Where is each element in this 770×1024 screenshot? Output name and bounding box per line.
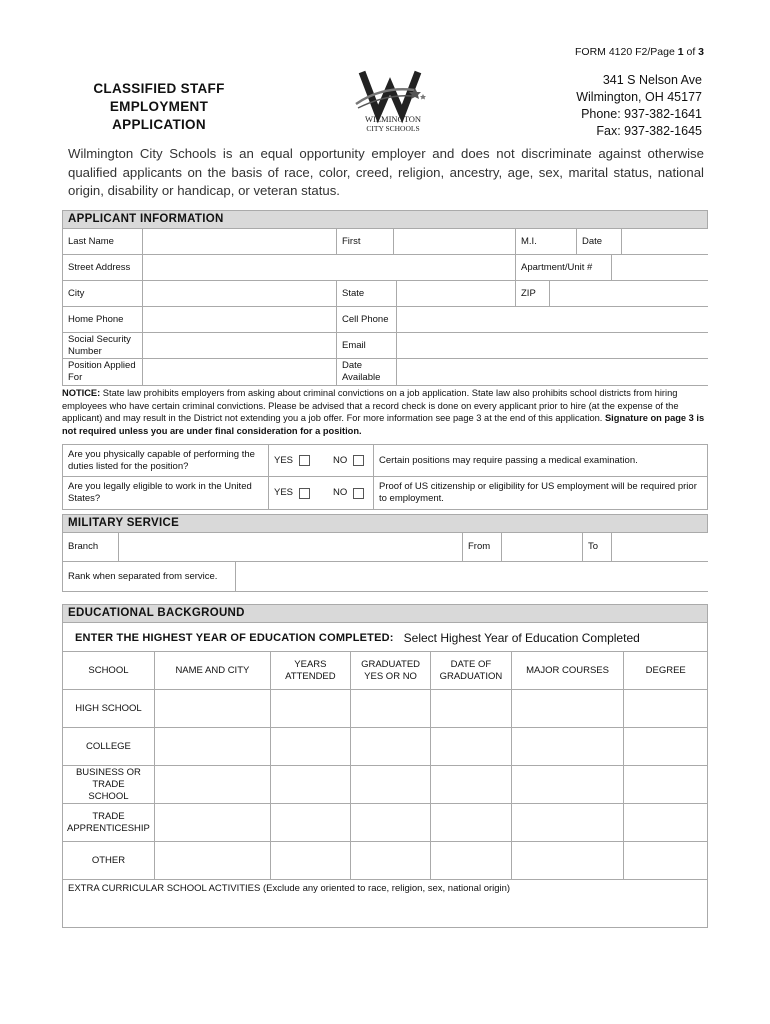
date-field[interactable] [621,229,709,254]
question-label: Are you legally eligible to work in the United States? [68,481,252,504]
graduated-cell[interactable] [350,766,430,804]
major-cell[interactable] [511,690,624,728]
major-cell[interactable] [511,804,624,842]
date-cell[interactable] [431,766,511,804]
apt-label: Apartment/Unit # [515,255,611,280]
zip-label: ZIP [515,281,549,306]
home-phone-label: Home Phone [68,313,124,325]
extracurricular-row [63,880,708,928]
rank-label: Rank when separated from service. [68,570,218,582]
date-cell[interactable] [431,842,511,880]
cell-phone-label: Cell Phone [336,307,396,332]
degree-cell[interactable] [624,728,708,766]
graduated-cell[interactable] [350,728,430,766]
school-type: TRADE APPRENTICESHIP [63,804,155,842]
yes-checkbox[interactable]: YES [268,477,328,509]
table-row [63,766,708,804]
major-cell[interactable] [511,766,624,804]
column-header: NAME AND CITY [154,652,270,690]
checkbox-icon[interactable] [353,488,364,499]
column-header: YEARS ATTENDED [270,652,350,690]
date-available-label: Date Available [336,359,396,385]
svg-text:CITY SCHOOLS: CITY SCHOOLS [366,124,420,133]
last-name-label: Last Name [68,235,114,247]
notice-label: NOTICE: [62,388,101,398]
school-type: COLLEGE [63,728,155,766]
graduated-cell[interactable] [350,690,430,728]
extracurricular-field[interactable] [63,880,708,928]
highest-education-label: ENTER THE HIGHEST YEAR OF EDUCATION COMPLETED: [75,631,394,644]
table-header-row [63,652,708,690]
question-note: Proof of US citizenship or eligibility for US employment will be required prior to employment. [373,477,709,509]
graduated-cell[interactable] [350,804,430,842]
cell-phone-field[interactable] [396,307,709,332]
section-title: EDUCATIONAL BACKGROUND [63,605,707,623]
education-section [62,604,708,651]
date-cell[interactable] [431,690,511,728]
column-header: MAJOR COURSES [511,652,624,690]
table-row [63,690,708,728]
district-logo [352,68,434,134]
date-label: Date [576,229,621,254]
city-field[interactable] [142,281,336,306]
first-name-field[interactable] [393,229,515,254]
military-section [62,514,708,592]
degree-cell[interactable] [624,804,708,842]
to-label: To [582,533,611,561]
column-header: SCHOOL [63,652,155,690]
criminal-record-notice: NOTICE: State law prohibits employers from asking about criminal convictions on a job application. State law also prohibits school districts from hiring employees who have certain criminal convictions. Please be advised that a record check is done on every applicant prior to hire (at the expense of the applicant) and may result in the District not extending you a job offer. For more information see page 3 at the end of this application. Signature on page 3 is not required unless you are under final consideration for a position. [62,388,705,436]
degree-cell[interactable] [624,842,708,880]
email-field[interactable] [396,333,709,358]
home-phone-field[interactable] [142,307,336,332]
years-cell[interactable] [270,690,350,728]
eligibility-questions [62,444,708,510]
no-checkbox[interactable]: NO [328,445,373,476]
form-number: FORM 4120 F2/Page 1 of 3 [575,46,704,58]
street-label: Street Address [68,261,131,273]
position-label: Position Applied For [68,360,136,383]
svg-text:WILMINGTON: WILMINGTON [364,114,422,124]
major-cell[interactable] [511,728,624,766]
column-header: GRADUATED YES OR NO [350,652,430,690]
column-header: DATE OF GRADUATION [431,652,511,690]
name-city-cell[interactable] [154,842,270,880]
rank-field[interactable] [235,562,709,591]
eoe-statement: Wilmington City Schools is an equal opportunity employer and does not discriminate against otherwise qualified applicants on the basis of race, color, creed, religion, ancestry, age, sex, marital status, national origin, disability or handicap, or veteran status. [68,146,704,198]
mi-label: M.I. [515,229,576,254]
no-checkbox[interactable]: NO [328,477,373,509]
yes-checkbox[interactable]: YES [268,445,328,476]
education-table [62,651,708,928]
ssn-label: Social Security Number [68,333,131,357]
applicant-section [62,210,708,386]
years-cell[interactable] [270,804,350,842]
extracurricular-label: EXTRA CURRICULAR SCHOOL ACTIVITIES (Exclude any oriented to race, religion, sex, national origin) [68,883,511,894]
checkbox-icon[interactable] [299,455,310,466]
position-field[interactable] [142,359,336,385]
street-field[interactable] [142,255,515,280]
question-label: Are you physically capable of performing the duties listed for the position? [68,448,255,472]
state-field[interactable] [396,281,515,306]
years-cell[interactable] [270,766,350,804]
from-label: From [462,533,501,561]
graduated-cell[interactable] [350,842,430,880]
name-city-cell[interactable] [154,804,270,842]
date-cell[interactable] [431,728,511,766]
table-row [63,728,708,766]
name-city-cell[interactable] [154,728,270,766]
apt-field[interactable] [611,255,709,280]
degree-cell[interactable] [624,766,708,804]
zip-field[interactable] [549,281,709,306]
branch-field[interactable] [118,533,462,561]
name-city-cell[interactable] [154,690,270,728]
table-row [63,842,708,880]
school-type: HIGH SCHOOL [63,690,155,728]
section-title: APPLICANT INFORMATION [63,211,707,229]
years-cell[interactable] [270,728,350,766]
section-title: MILITARY SERVICE [63,515,707,533]
highest-education-select[interactable]: Select Highest Year of Education Completed [403,630,640,645]
name-city-cell[interactable] [154,766,270,804]
major-cell[interactable] [511,842,624,880]
state-label: State [336,281,396,306]
city-label: City [68,287,85,299]
school-type: OTHER [63,842,155,880]
from-field[interactable] [501,533,582,561]
branch-label: Branch [68,541,99,552]
last-name-field[interactable] [142,229,336,254]
school-type: BUSINESS OR TRADE SCHOOL [63,766,155,804]
district-address: 341 S Nelson Ave Wilmington, OH 45177 Phone: 937-382-1641 Fax: 937-382-1645 [576,73,702,138]
checkbox-icon[interactable] [299,488,310,499]
table-row [63,804,708,842]
to-field[interactable] [611,533,709,561]
email-label: Email [336,333,396,358]
date-cell[interactable] [431,804,511,842]
first-name-label: First [336,229,393,254]
question-note: Certain positions may require passing a medical examination. [373,445,709,476]
checkbox-icon[interactable] [353,455,364,466]
date-available-field[interactable] [396,359,709,385]
column-header: DEGREE [624,652,708,690]
degree-cell[interactable] [624,690,708,728]
form-title: CLASSIFIED STAFF EMPLOYMENT APPLICATION [93,81,225,132]
years-cell[interactable] [270,842,350,880]
ssn-field[interactable] [142,333,336,358]
